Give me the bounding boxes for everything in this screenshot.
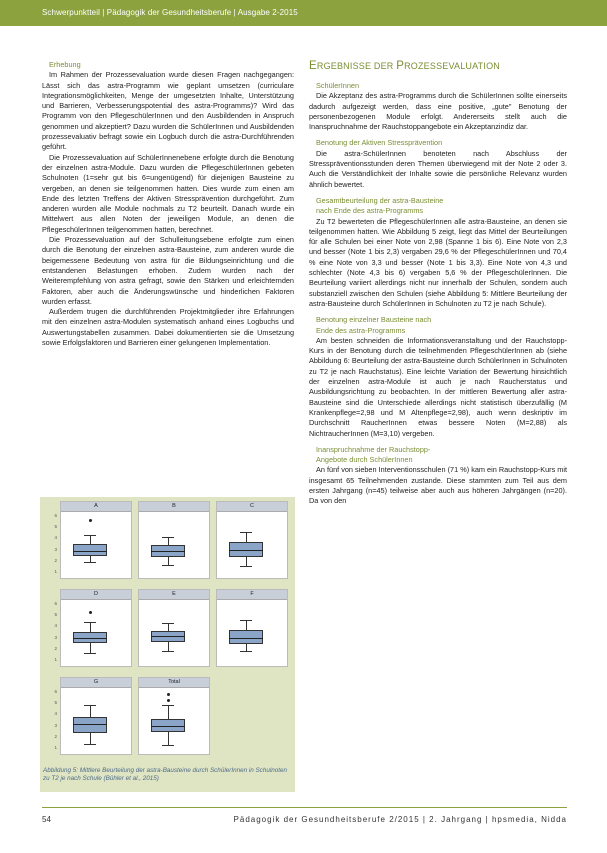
paragraph: Im Rahmen der Prozessevaluation wurde diesen Fragen nachgegangen: Lässt sich das astra-Programm wie geplant umsetzen (curriculare Integrationsmöglichkeiten, Menge der umgesetzten Inhalte, Unterstützung und Barrieren, Verbesserungspotential des astra-Programms)? Wird das Programm von den PflegeschülerInnen und den Ausbildenden in Anspruch genommen und akzeptiert? Dazu wurden die SchülerInnen und Ausbildenden prozessevaluativ befragt sowie ein Logbuch durch die astra-Durchführenden geführt. [42, 70, 294, 152]
whisker-cap [240, 620, 252, 621]
panel-title: G [61, 678, 131, 688]
box-median [151, 551, 185, 552]
boxplot-panel-b [138, 501, 210, 579]
subheading-rauchstopp: Inanspruchnahme der Rauchstopp- [316, 444, 431, 454]
page-header [0, 0, 607, 26]
panel-title: C [217, 502, 287, 512]
y-tick-label: 5 [54, 612, 57, 618]
paragraph: An fünf von sieben Interventionsschulen (71 %) kam ein Rauchstopp-Kurs mit insgesamt 65 Teilnehmenden zustande. Diese stammten zum Teil aus dem ersten Jahrgang (n=45) teilweise aber auch aus höheren Jahrgängen (n=20). Da von den [309, 465, 567, 506]
paragraph: Die astra-SchülerInnen benoteten nach Abschluss der Stresspräventionsstunden deren Themen überwiegend mit der Note 2 oder 3. Auch die Verständlichkeit der Inhalte sowie die persönliche Relevanz wurden ähnlich bewertet. [309, 148, 567, 189]
panel-title: B [139, 502, 209, 512]
footer-rule [42, 807, 567, 808]
y-tick-label: 1 [54, 745, 57, 750]
whisker-cap [162, 565, 174, 566]
whisker-cap [162, 537, 174, 538]
whisker-cap [84, 744, 96, 745]
y-tick-label: 1 [54, 569, 57, 574]
boxplot-panel-c [216, 501, 288, 579]
paragraph: Die Akzeptanz des astra-Programms durch die SchülerInnen sollte einerseits dadurch aufgezeigt werden, dass eine positive, „gute" Benotung der personenbezogenen Module erfolgt. Andererseits stellt auch die Inanspruchnahme der Rauchstoppangebote ein Akzeptanzindiz dar. [309, 91, 567, 132]
y-tick-label: 4 [54, 623, 57, 629]
box-median [151, 726, 185, 727]
figure-caption: Abbildung 5: Mittlere Beurteilung der astra-Bausteine durch SchülerInnen in Schulnoten zu T2 je nach Schule (Bühler et al., 2015) [43, 767, 287, 782]
boxplot-panel-g [60, 677, 132, 755]
panel-title: Total [139, 678, 209, 688]
box-median [229, 638, 263, 639]
boxplot-panel-e [138, 589, 210, 667]
boxplot-panel-f [216, 589, 288, 667]
whisker-cap [84, 653, 96, 654]
y-tick-label: 4 [54, 535, 57, 541]
paragraph: Die Prozessevaluation auf der Schulleitungsebene erfolgte zum einen durch die Benotung der einzelnen astra-Bausteine, zum anderen wurde die beigemessene Bedeutung von astra für die Bildungseinrichtung und die entstandenen Belastungen erhoben. Zudem wurden nach der Weiterempfehlung von astra gefragt, sowie den Stärken und erleichternden Faktoren, aber auch die Änderungswünsche und hinderlichen Faktoren wurden erfasst. [42, 235, 294, 306]
subheading-schuelerinnen: SchülerInnen [316, 81, 360, 90]
paragraph: Am besten schneiden die Informationsveranstaltung und der Rauchstopp-Kurs in der Benotung durch die teilnehmenden PflegeschülerInnen ab (siehe Abbildung 6: Beurteilung der astra-Bausteine durch SchülerInnen in Schulnoten zu T2 je nach Rauchstatus). Eine leichte Variation der Bewertung hinsichtlich der einzelnen astra-Module ist auch je nach Raucherstatus und Ausbildungsrichtung zu beobachten. In der mittleren Bewertung aller astra-Bausteine sind die Unterschiede allerdings nicht statistisch überzufällig (M Krankenpflege=2,98 und M Altenpflege=2,98), auch wenn deskriptiv im Durchschnitt RaucherInnen etwas bessere Noten (M=2,88) als NichtraucherInnen (M=3,10) vergeben. [309, 335, 567, 438]
y-tick-label: 2 [54, 645, 57, 651]
y-tick-label: 4 [54, 711, 57, 717]
right-column [309, 60, 567, 507]
box-median [229, 550, 263, 551]
panel-title: D [61, 590, 131, 600]
whisker-cap [162, 623, 174, 624]
y-tick-label: 3 [54, 722, 57, 728]
box-median [73, 638, 107, 639]
whisker-cap [84, 535, 96, 536]
subheading-erhebung: Erhebung [49, 60, 81, 69]
subheading-einzelne-bausteine: Benotung einzelner Bausteine nach [316, 315, 432, 325]
outlier-point [89, 611, 92, 614]
left-column [42, 60, 294, 348]
y-tick-label: 1 [54, 657, 57, 662]
outlier-point [167, 699, 170, 702]
section-heading: ERGEBNISSE DER PROZESSEVALUATION [309, 60, 500, 72]
panel-title: A [61, 502, 131, 512]
box-median [73, 724, 107, 725]
paragraph: Zu T2 bewerteten die PflegeschülerInnen alle astra-Bausteine, an denen sie teilgenommen hatten. Wie Abbildung 5 zeigt, liegt das Mittel der Beurteilungen für alle Schulen bei einer Note von 2,98 (Spanne 1 bis 6). Eine Note von 2,3 und besser (Note 1 bis 2,3) vergaben 29,6 % der PflegeschülerInnen und 70,4 % eine Note von 3,3 und besser (Note 1 bis 3,3). Eine Note von 4,3 und schlechter (Note 4,3 bis 6) vergaben 5,6 % der PflegeschülerInnen. Die Beurteilung variiert allerdings nicht nur innerhalb der Schulen, sondern auch substanziell zwischen den Schulen (siehe Abbildung 5: Mittlere Beurteilung der astra-Bausteine durch SchülerInnen in Schulnoten zu T2 je nach Schule). [309, 216, 567, 308]
boxplot-panel-total [138, 677, 210, 755]
journal-info: Pädagogik der Gesundheitsberufe 2/2015 | 2. Jahrgang | hpsmedia, Nidda [233, 815, 567, 824]
subheading-gesamtbeurteilung-2: nach Ende des astra-Programms [316, 206, 424, 216]
y-tick-label: 3 [54, 546, 57, 552]
subheading-benotung: Benotung der Aktiven Stressprävention [316, 138, 443, 148]
y-tick-label: 6 [54, 601, 57, 606]
whisker-cap [162, 651, 174, 652]
y-tick-label: 2 [54, 557, 57, 563]
subheading-rauchstopp-2: Angebote durch SchülerInnen [316, 455, 413, 465]
boxplot-panel-a [60, 501, 132, 579]
y-tick-label: 2 [54, 733, 57, 739]
y-tick-label: 3 [54, 634, 57, 640]
paragraph: Die Prozessevaluation auf SchülerInnenebene erfolgte durch die Benotung der einzelnen astra-Module. Dazu wurden die PflegeschülerInnen gebeten Schulnoten (1=sehr gut bis 6=ungenügend) für diejenigen Bausteine zu vergeben, an denen sie teilgenommen hatten. Dies wurde zum einen am Ende des letzten Treffens der Aktiven Stressprävention durchgeführt. Zum anderen wurden alle Module nochmals zu T2 beurteilt. Danach wurde ein Mittelwert aus allen Noten der jeweiligen Module, an denen die PflegeschülerInnen teilgenommen hatten, berechnet. [42, 152, 294, 234]
box-median [73, 551, 107, 552]
y-tick-label: 6 [54, 513, 57, 518]
whisker-cap [240, 532, 252, 533]
whisker-cap [162, 705, 174, 706]
whisker-cap [84, 622, 96, 623]
boxplot-panel-d [60, 589, 132, 667]
box-median [151, 636, 185, 637]
header-title: Schwerpunktteil | Pädagogik der Gesundheitsberufe | Ausgabe 2-2015 [42, 8, 298, 17]
paragraph: Außerdem trugen die durchführenden Projektmitglieder ihre Erfahrungen mit den einzelnen astra-Modulen systematisch anhand eines Logbuchs und Auswertungstabellen zusammen. Dabei dokumentierten sie die Umsetzung sowie Erfolgsfaktoren und Barrieren einer gelungenen Implementation. [42, 307, 294, 348]
whisker-cap [240, 566, 252, 567]
subheading-einzelne-bausteine-2: Ende des astra-Programms [316, 325, 406, 335]
whisker-cap [240, 651, 252, 652]
whisker-cap [84, 705, 96, 706]
y-tick-label: 5 [54, 700, 57, 706]
subheading-gesamtbeurteilung: Gesamtbeurteilung der astra-Bausteine [316, 195, 444, 205]
whisker-cap [162, 745, 174, 746]
page-number: 54 [42, 815, 51, 824]
y-tick-label: 6 [54, 689, 57, 694]
y-tick-label: 5 [54, 524, 57, 530]
panel-title: E [139, 590, 209, 600]
outlier-point [167, 693, 170, 696]
outlier-point [89, 519, 92, 522]
panel-title: F [217, 590, 287, 600]
whisker-cap [84, 562, 96, 563]
figure-boxplots [40, 497, 295, 792]
